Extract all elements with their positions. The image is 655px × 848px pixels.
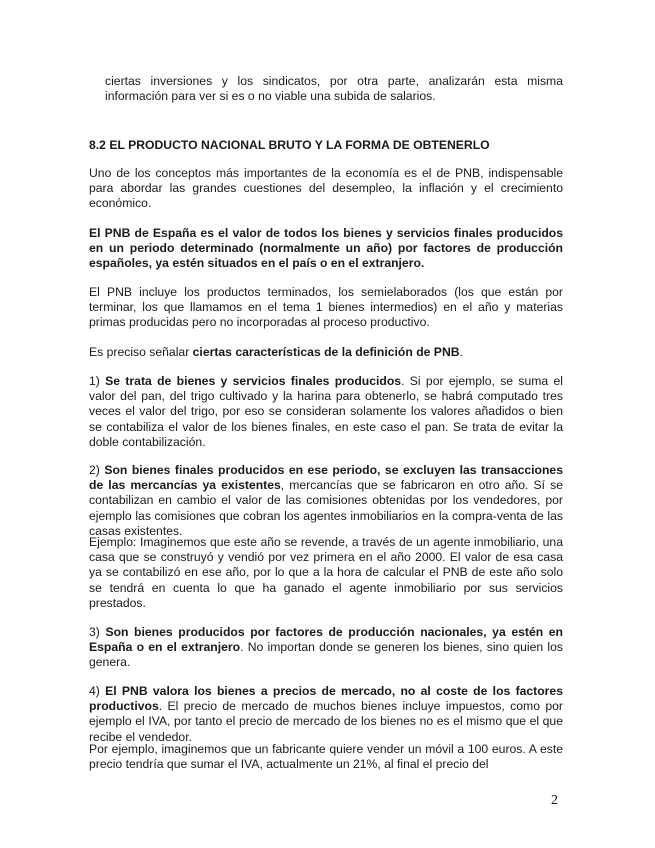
item-3-heading: Son bienes producidos por factores de producción nacionales, ya estén en España o en el extranjero xyxy=(89,625,563,655)
item-1-heading: Se trata de bienes y servicios finales producidos xyxy=(105,374,402,388)
item-4 xyxy=(89,684,563,745)
item-4-text: . El precio de mercado de muchos bienes incluye impuestos, como por ejemplo el IVA, por tanto el precio de mercado de los bienes no es el mismo que el que recibe el vendedor. xyxy=(89,699,563,744)
characteristics-tail: . xyxy=(459,345,463,359)
section-title: 8.2 EL PRODUCTO NACIONAL BRUTO Y LA FORMA DE OBTENERLO xyxy=(89,138,490,152)
definition-paragraph: El PNB de España es el valor de todos los bienes y servicios finales producidos en un periodo determinado (normalmente un año) por factores de producción españoles, ya estén situados en el país o en el extranjero. xyxy=(89,226,563,271)
item-4-number: 4) xyxy=(89,684,106,698)
item-1-number: 1) xyxy=(89,374,106,388)
item-2-example: Ejemplo: Imaginemos que este año se revende, a través de un agente inmobiliario, una casa que se construyó y vendió por vez primera en el año 2000. El valor de esa casa ya se contabilizó en ese año, por lo que a la hora de calcular el PNB de este año solo se tendrá en cuenta lo que ha ganado el agente inmobiliario por sus servicios prestados. xyxy=(89,535,563,610)
paragraph-pnb-intro: Uno de los conceptos más importantes de la economía es el de PNB, indispensable para abordar las grandes cuestiones del desempleo, la inflación y el crecimiento económico. xyxy=(89,166,563,211)
item-2-heading: Son bienes finales producidos en ese periodo, se excluyen las transacciones de las mercancías ya existentes xyxy=(89,463,563,493)
item-4-example: Por ejemplo, imaginemos que un fabricante quiere vender un móvil a 100 euros. A este precio tendría que sumar el IVA, actualmente un 21%, al final el precio del xyxy=(89,742,563,772)
item-1-text: . Si por ejemplo, se suma el valor del pan, del trigo cultivado y la harina para obtenerlo, se habrá computado tres veces el valor del trigo, por eso se consideran solamente los valores añadidos o bien se contabiliza el valor de los bienes finales, en este caso el pan. Se trata de evitar la doble contabilización. xyxy=(89,374,563,449)
item-2 xyxy=(89,463,563,539)
paragraph-pnb-includes: El PNB incluye los productos terminados, los semielaborados (los que están por terminar, los que llamamos en el tema 1 bienes intermedios) en el año y materias primas producidas pero no incorporadas al proceso productivo. xyxy=(89,285,563,330)
item-3-text: . No importan donde se generen los bienes, sino quien los genera. xyxy=(89,640,563,670)
characteristics-lead: Es preciso señalar xyxy=(89,345,193,359)
page-number: 2 xyxy=(551,793,558,808)
item-4-heading: El PNB valora los bienes a precios de mercado, no al coste de los factores productivos xyxy=(89,684,563,714)
item-2-number: 2) xyxy=(89,463,105,477)
item-1 xyxy=(89,374,563,450)
item-2-text: , mercancías que se fabricaron en otro año. Sí se contabilizan en cambio el valor de las comisiones obtenidas por los vendedores, por ejemplo las comisiones que cobran los agentes inmobiliarios en la compra-venta de las casas existentes. xyxy=(89,478,563,538)
item-3 xyxy=(89,625,563,671)
intro-continuation: ciertas inversiones y los sindicatos, por otra parte, analizarán esta misma información para ver si es o no viable una subida de salarios. xyxy=(105,74,563,104)
characteristics-bold: ciertas características de la definición de PNB xyxy=(192,345,460,359)
item-3-number: 3) xyxy=(89,625,106,639)
paragraph-characteristics xyxy=(89,345,563,360)
